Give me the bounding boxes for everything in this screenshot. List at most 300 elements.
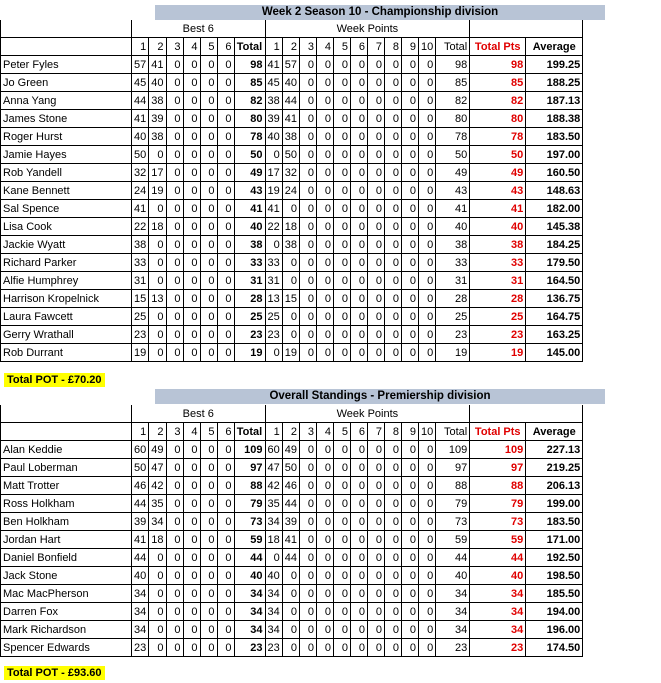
week-col-header: 9 [402, 38, 419, 56]
week-total-cell: 73 [436, 513, 470, 531]
table-row [1, 92, 583, 110]
table-row [1, 513, 583, 531]
week-score-cell: 0 [402, 200, 419, 218]
week-score-cell: 0 [385, 74, 402, 92]
week-score-cell: 0 [351, 639, 368, 657]
average-cell: 148.63 [526, 182, 583, 200]
week-score-cell: 0 [402, 236, 419, 254]
week-score-cell: 0 [368, 92, 385, 110]
best-score-cell: 0 [183, 272, 200, 290]
week-total-cell: 28 [436, 290, 470, 308]
table-row [1, 531, 583, 549]
best-score-cell: 0 [200, 56, 217, 74]
best-col-header: 6 [217, 38, 234, 56]
week-score-cell: 0 [368, 344, 385, 362]
best-score-cell: 0 [200, 254, 217, 272]
week-score-cell: 0 [282, 200, 299, 218]
week-col-header: 5 [334, 423, 351, 441]
best-score-cell: 50 [132, 459, 149, 477]
best-score-cell: 0 [166, 74, 183, 92]
week-score-cell: 0 [385, 513, 402, 531]
total-pts-cell: 82 [470, 92, 526, 110]
week-score-cell: 0 [351, 218, 368, 236]
best-total-cell: 59 [234, 531, 265, 549]
best-score-cell: 34 [132, 621, 149, 639]
best-score-cell: 0 [183, 477, 200, 495]
week-score-cell: 0 [402, 326, 419, 344]
best-score-cell: 0 [217, 110, 234, 128]
average-cell: 145.00 [526, 344, 583, 362]
best-score-cell: 0 [149, 272, 166, 290]
week-score-cell: 0 [282, 621, 299, 639]
best-score-cell: 0 [166, 531, 183, 549]
week-score-cell: 0 [419, 549, 436, 567]
average-cell: 174.50 [526, 639, 583, 657]
week-total-cell: 33 [436, 254, 470, 272]
week-score-cell: 0 [385, 531, 402, 549]
week-score-cell: 0 [419, 441, 436, 459]
week-total-cell: 59 [436, 531, 470, 549]
week-score-cell: 0 [385, 603, 402, 621]
best-score-cell: 0 [183, 182, 200, 200]
total-pts-cell: 109 [470, 441, 526, 459]
week-score-cell: 0 [317, 200, 334, 218]
best-score-cell: 0 [217, 200, 234, 218]
average-cell: 171.00 [526, 531, 583, 549]
week-score-cell: 0 [334, 236, 351, 254]
week-score-cell: 0 [419, 344, 436, 362]
week-score-cell: 0 [385, 344, 402, 362]
week-score-cell: 34 [265, 513, 282, 531]
total-pts-header: Total Pts [470, 38, 526, 56]
week-score-cell: 0 [402, 344, 419, 362]
table-row [1, 56, 583, 74]
best-score-cell: 40 [132, 128, 149, 146]
best-score-cell: 0 [166, 567, 183, 585]
best-score-cell: 0 [200, 344, 217, 362]
average-cell: 179.50 [526, 254, 583, 272]
week-score-cell: 0 [402, 441, 419, 459]
week-total-cell: 31 [436, 272, 470, 290]
week-score-cell: 0 [300, 441, 317, 459]
best-score-cell: 0 [166, 290, 183, 308]
best-score-cell: 0 [149, 549, 166, 567]
week-total-header: Total [436, 423, 470, 441]
best-total-cell: 79 [234, 495, 265, 513]
best-score-cell: 0 [183, 74, 200, 92]
week-score-cell: 41 [282, 531, 299, 549]
best-score-cell: 0 [200, 585, 217, 603]
week-score-cell: 0 [402, 603, 419, 621]
average-cell: 184.25 [526, 236, 583, 254]
player-name: Alfie Humphrey [1, 272, 132, 290]
best-score-cell: 25 [132, 308, 149, 326]
total-pts-cell: 28 [470, 290, 526, 308]
best-score-cell: 0 [183, 441, 200, 459]
best-score-cell: 0 [149, 344, 166, 362]
table-row [1, 272, 583, 290]
week-score-cell: 0 [300, 218, 317, 236]
week-score-cell: 0 [282, 567, 299, 585]
average-cell: 199.00 [526, 495, 583, 513]
week-score-cell: 19 [265, 182, 282, 200]
table-row [1, 218, 583, 236]
week-score-cell: 0 [317, 236, 334, 254]
best-score-cell: 0 [217, 549, 234, 567]
section-2-total-pot: Total POT - £93.60 [4, 666, 105, 680]
best-col-header: 5 [200, 423, 217, 441]
week-score-cell: 0 [351, 272, 368, 290]
week-score-cell: 0 [300, 254, 317, 272]
week-score-cell: 0 [419, 639, 436, 657]
best-score-cell: 0 [217, 308, 234, 326]
best-total-cell: 34 [234, 585, 265, 603]
best-score-cell: 0 [183, 164, 200, 182]
week-score-cell: 0 [385, 308, 402, 326]
best-score-cell: 0 [149, 585, 166, 603]
week-score-cell: 0 [300, 585, 317, 603]
best-total-cell: 34 [234, 621, 265, 639]
table-row [1, 146, 583, 164]
week-score-cell: 0 [334, 146, 351, 164]
total-pts-cell: 34 [470, 621, 526, 639]
best-score-cell: 0 [149, 639, 166, 657]
week-score-cell: 0 [402, 254, 419, 272]
week-score-cell: 0 [300, 531, 317, 549]
best-score-cell: 35 [149, 495, 166, 513]
total-pts-cell: 59 [470, 531, 526, 549]
week-score-cell: 0 [402, 495, 419, 513]
average-header: Average [526, 423, 583, 441]
best-score-cell: 17 [149, 164, 166, 182]
week-score-cell: 0 [385, 56, 402, 74]
best-total-cell: 25 [234, 308, 265, 326]
week-score-cell: 0 [265, 146, 282, 164]
best-score-cell: 0 [200, 74, 217, 92]
best-total-cell: 78 [234, 128, 265, 146]
week-total-header: Total [436, 38, 470, 56]
best-total-cell: 40 [234, 218, 265, 236]
best-score-cell: 0 [166, 200, 183, 218]
best-total-cell: 82 [234, 92, 265, 110]
week-score-cell: 0 [317, 549, 334, 567]
week-score-cell: 0 [317, 308, 334, 326]
week-total-cell: 85 [436, 74, 470, 92]
best-score-cell: 0 [183, 639, 200, 657]
best-total-header: Total [234, 423, 265, 441]
best-score-cell: 0 [183, 585, 200, 603]
total-pts-cell: 19 [470, 344, 526, 362]
group-spacer-cell [1, 20, 132, 38]
week-score-cell: 0 [282, 254, 299, 272]
best-score-cell: 0 [183, 531, 200, 549]
best-score-cell: 0 [217, 477, 234, 495]
week-score-cell: 0 [385, 182, 402, 200]
total-pts-cell: 23 [470, 639, 526, 657]
week-score-cell: 0 [300, 164, 317, 182]
week-score-cell: 0 [402, 290, 419, 308]
week-score-cell: 0 [402, 74, 419, 92]
week-score-cell: 0 [419, 495, 436, 513]
week-score-cell: 0 [317, 146, 334, 164]
week-score-cell: 0 [300, 621, 317, 639]
best-score-cell: 22 [132, 218, 149, 236]
best-score-cell: 50 [132, 146, 149, 164]
best-total-cell: 88 [234, 477, 265, 495]
player-name: James Stone [1, 110, 132, 128]
week-score-cell: 0 [317, 441, 334, 459]
week-score-cell: 44 [282, 495, 299, 513]
best-score-cell: 0 [183, 218, 200, 236]
week-score-cell: 0 [317, 603, 334, 621]
week-score-cell: 42 [265, 477, 282, 495]
total-pts-cell: 34 [470, 603, 526, 621]
week-score-cell: 34 [265, 621, 282, 639]
best-total-cell: 31 [234, 272, 265, 290]
week-score-cell: 0 [351, 513, 368, 531]
table-row [1, 308, 583, 326]
week-score-cell: 0 [385, 272, 402, 290]
week-score-cell: 0 [334, 128, 351, 146]
player-name: Darren Fox [1, 603, 132, 621]
best-total-cell: 28 [234, 290, 265, 308]
best-score-cell: 0 [200, 441, 217, 459]
week-score-cell: 0 [265, 549, 282, 567]
week-total-cell: 38 [436, 236, 470, 254]
best-score-cell: 0 [200, 459, 217, 477]
average-cell: 187.13 [526, 92, 583, 110]
best-score-cell: 0 [183, 513, 200, 531]
week-score-cell: 0 [317, 621, 334, 639]
best-score-cell: 0 [149, 621, 166, 639]
player-name: Jordan Hart [1, 531, 132, 549]
best-total-header: Total [234, 38, 265, 56]
week-score-cell: 57 [282, 56, 299, 74]
week-score-cell: 0 [368, 110, 385, 128]
best-score-cell: 0 [217, 513, 234, 531]
week-score-cell: 0 [419, 326, 436, 344]
week-score-cell: 0 [368, 441, 385, 459]
week-score-cell: 0 [300, 200, 317, 218]
week-score-cell: 0 [419, 200, 436, 218]
total-pts-cell: 73 [470, 513, 526, 531]
week-score-cell: 0 [419, 110, 436, 128]
week-score-cell: 0 [317, 639, 334, 657]
best-score-cell: 0 [217, 254, 234, 272]
week-total-cell: 97 [436, 459, 470, 477]
average-cell: 198.50 [526, 567, 583, 585]
week-score-cell: 0 [334, 603, 351, 621]
week-col-header: 2 [282, 38, 299, 56]
week-score-cell: 0 [334, 164, 351, 182]
best-score-cell: 32 [132, 164, 149, 182]
best-score-cell: 0 [200, 477, 217, 495]
week-score-cell: 44 [282, 92, 299, 110]
player-name: Gerry Wrathall [1, 326, 132, 344]
total-pts-cell: 33 [470, 254, 526, 272]
week-score-cell: 0 [402, 549, 419, 567]
table-row [1, 110, 583, 128]
total-pts-cell: 49 [470, 164, 526, 182]
total-pts-cell: 78 [470, 128, 526, 146]
week-score-cell: 0 [317, 585, 334, 603]
best-col-header: 3 [166, 38, 183, 56]
week-score-cell: 50 [282, 459, 299, 477]
week-total-cell: 49 [436, 164, 470, 182]
week-score-cell: 40 [265, 128, 282, 146]
week-score-cell: 0 [419, 290, 436, 308]
best-score-cell: 0 [217, 585, 234, 603]
best-score-cell: 0 [166, 344, 183, 362]
week-score-cell: 0 [334, 218, 351, 236]
best-score-cell: 0 [183, 146, 200, 164]
week-score-cell: 0 [368, 56, 385, 74]
week-col-header: 5 [334, 38, 351, 56]
week-score-cell: 0 [385, 218, 402, 236]
best-total-cell: 97 [234, 459, 265, 477]
week-score-cell: 41 [282, 110, 299, 128]
best-score-cell: 38 [132, 236, 149, 254]
best-score-cell: 23 [132, 639, 149, 657]
total-pts-cell: 79 [470, 495, 526, 513]
week-score-cell: 0 [351, 459, 368, 477]
best-score-cell: 0 [183, 567, 200, 585]
week-score-cell: 0 [368, 290, 385, 308]
week-score-cell: 0 [334, 182, 351, 200]
week-score-cell: 46 [282, 477, 299, 495]
best-score-cell: 0 [217, 344, 234, 362]
week-score-cell: 0 [368, 495, 385, 513]
week-total-cell: 34 [436, 603, 470, 621]
average-cell: 163.25 [526, 326, 583, 344]
best-score-cell: 0 [166, 621, 183, 639]
best-col-header: 6 [217, 423, 234, 441]
week-score-cell: 0 [368, 549, 385, 567]
week-score-cell: 0 [351, 146, 368, 164]
player-name: Matt Trotter [1, 477, 132, 495]
week-score-cell: 0 [368, 254, 385, 272]
week-score-cell: 0 [402, 110, 419, 128]
week-score-cell: 18 [282, 218, 299, 236]
week-total-cell: 80 [436, 110, 470, 128]
week-score-cell: 0 [300, 290, 317, 308]
best-score-cell: 34 [132, 585, 149, 603]
week-score-cell: 0 [419, 531, 436, 549]
week-score-cell: 0 [300, 567, 317, 585]
week-score-cell: 0 [282, 308, 299, 326]
best-score-cell: 0 [166, 254, 183, 272]
week-col-header: 4 [317, 423, 334, 441]
total-pts-cell: 34 [470, 585, 526, 603]
week-score-cell: 0 [300, 326, 317, 344]
week-score-cell: 0 [317, 326, 334, 344]
best-score-cell: 0 [183, 603, 200, 621]
week-score-cell: 0 [368, 164, 385, 182]
best-score-cell: 0 [217, 567, 234, 585]
week-score-cell: 0 [385, 110, 402, 128]
best-total-cell: 33 [234, 254, 265, 272]
best-score-cell: 0 [217, 218, 234, 236]
player-name: Alan Keddie [1, 441, 132, 459]
best-score-cell: 0 [200, 308, 217, 326]
week-col-header: 4 [317, 38, 334, 56]
player-name: Laura Fawcett [1, 308, 132, 326]
best-score-cell: 0 [149, 567, 166, 585]
best-total-cell: 38 [234, 236, 265, 254]
week-score-cell: 23 [265, 326, 282, 344]
week-score-cell: 0 [334, 477, 351, 495]
week-score-cell: 40 [265, 567, 282, 585]
week-score-cell: 0 [334, 290, 351, 308]
week-score-cell: 0 [282, 272, 299, 290]
best-score-cell: 18 [149, 531, 166, 549]
best-score-cell: 0 [166, 146, 183, 164]
best-score-cell: 0 [200, 513, 217, 531]
best-score-cell: 34 [132, 603, 149, 621]
total-pts-cell: 25 [470, 308, 526, 326]
best-score-cell: 0 [200, 128, 217, 146]
week-score-cell: 0 [351, 344, 368, 362]
best-score-cell: 0 [183, 308, 200, 326]
player-name: Harrison Kropelnick [1, 290, 132, 308]
week-col-header: 3 [300, 423, 317, 441]
week-score-cell: 0 [419, 218, 436, 236]
player-name: Ross Holkham [1, 495, 132, 513]
best-score-cell: 40 [149, 74, 166, 92]
player-name: Mac MacPherson [1, 585, 132, 603]
week-score-cell: 0 [402, 308, 419, 326]
week-score-cell: 0 [368, 531, 385, 549]
best-col-header: 1 [132, 423, 149, 441]
week-total-cell: 23 [436, 639, 470, 657]
week-points-group-label: Week Points [265, 20, 470, 38]
best-score-cell: 0 [183, 290, 200, 308]
average-cell: 185.50 [526, 585, 583, 603]
best-score-cell: 33 [132, 254, 149, 272]
week-col-header: 8 [385, 38, 402, 56]
best-score-cell: 0 [200, 495, 217, 513]
week-score-cell: 0 [351, 200, 368, 218]
week-score-cell: 22 [265, 218, 282, 236]
best-score-cell: 19 [132, 344, 149, 362]
best-score-cell: 0 [200, 218, 217, 236]
best-score-cell: 18 [149, 218, 166, 236]
week-score-cell: 0 [368, 477, 385, 495]
best-score-cell: 0 [217, 236, 234, 254]
best-score-cell: 0 [166, 639, 183, 657]
total-pts-cell: 40 [470, 567, 526, 585]
total-pts-header: Total Pts [470, 423, 526, 441]
week-score-cell: 0 [334, 621, 351, 639]
week-score-cell: 0 [351, 567, 368, 585]
week-score-cell: 0 [402, 477, 419, 495]
week-score-cell: 0 [385, 128, 402, 146]
week-score-cell: 0 [385, 621, 402, 639]
week-score-cell: 0 [368, 585, 385, 603]
best-score-cell: 0 [217, 531, 234, 549]
week-score-cell: 0 [300, 603, 317, 621]
week-score-cell: 0 [368, 182, 385, 200]
group-spacer-cell [1, 405, 132, 423]
week-score-cell: 0 [368, 74, 385, 92]
week-score-cell: 0 [351, 549, 368, 567]
week-score-cell: 0 [351, 290, 368, 308]
best-total-cell: 109 [234, 441, 265, 459]
week-col-header: 10 [419, 423, 436, 441]
best-score-cell: 39 [132, 513, 149, 531]
table-row [1, 74, 583, 92]
week-score-cell: 0 [419, 254, 436, 272]
